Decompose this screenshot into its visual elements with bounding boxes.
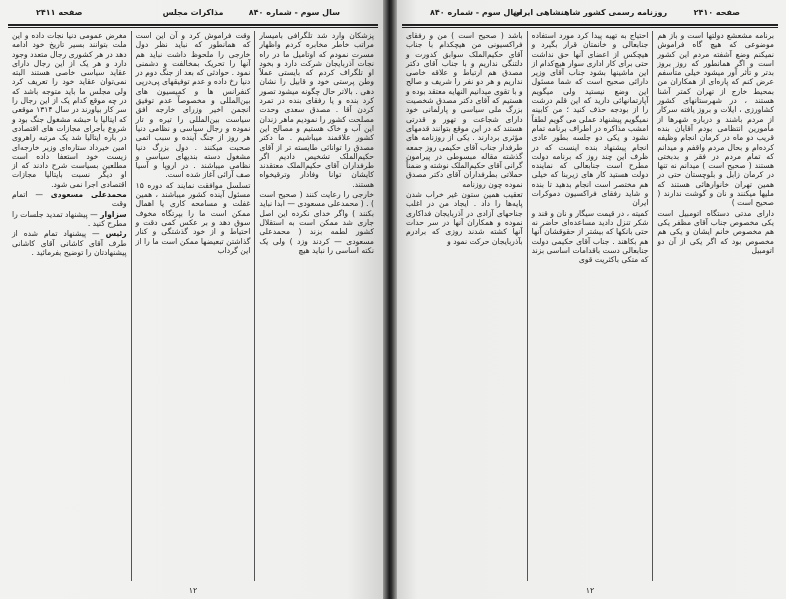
paragraph-text: — پیشنهاد تمدید جلسات را مطرح کنید . bbox=[11, 209, 127, 228]
paragraph-text: تسلسل موافقت نمایند که دوره ۱۵ مسئول آینده کشور میباشند ، همین غفلت و مسامحه کاری یا اهمال ممکن است ما را بپرتگاه مخوف سوق دهد و بر عکس کمی دقت و احتیاط و از خود گذشتگی و کنار گذاشتن تبعیضها ممکن است ما را از این گرداب bbox=[135, 180, 251, 255]
paragraph-text: احتیاج به تهیه پیدا کرد مورد استفاده جنابعالی و خانمتان قرار بگیرد و هیچکس از اعضای آنها حق نداشت حتی برای کار اداری سوار هیچ‌کدام از این ماشینها بشود جناب آقای وزیر دارائی صحیح است که شما مسئول این وضع نیستید ولی میگویم آپارتمانهائی دارید که این قلم درشت را از بودجه حذف کنید ؛ من کابینه نمیگویم پیشنهاد عملی می گویم لطفاً امشب مذاکره در اطراف برنامه تمام نشود و یکی دو جلسه بطور عادی انجام پیشنهاد بنده اینست که در ظرف این چند روز که برنامه دولت مطرح است جنابعالی که نماینده دولت هستید کار های زیربنا که خیلی هم مختصر است انجام بدهید تا بنده و شاید رفقای فراکسیون دموکرات ایران bbox=[531, 31, 649, 208]
page-number: صفحه ۲۴۱۰ bbox=[693, 8, 740, 17]
text-columns bbox=[402, 31, 778, 581]
text-column bbox=[8, 31, 131, 581]
paragraph-text: — اتمام وقت bbox=[11, 190, 127, 209]
text-column bbox=[652, 31, 778, 581]
paragraph-text: برنامه مشعشع دولتها است و باز هم موضوعی که هیچ گاه فراموش نمیکنم وضع آشفته مردم این کشور است و اگر همانطور که روز بروز بدتر و تأثر آور میشود خیلی متأسفم عرض کنم که پاره‌ای از همکاران من بمحیط خارج از تهران کمتر آشنا هستند ، در شهرستانهای کشور کشاورزی ، ایلات و بروز یافته سرکار از مردم باشند و درباره شهرها از مأمورین انتظامی بودم آقایان بنده قریب دو ماه در کرمان انجام وظیفه کرده‌ام و بحال مردم واقفم و میدانم که تمام مردم در فقر و بدبختی هستند ( صحیح است ) میدانم نه تنها در کرمان زابل و بلوچستان حتی در همین تهران خانوارهائی هستند که ملیها میکنند و نان و گوشت ندارند ( صحیح است ) bbox=[657, 31, 774, 208]
folio-number: ۱۲ bbox=[585, 586, 595, 595]
paragraph bbox=[259, 31, 374, 189]
page-number: صفحه ۲۴۱۱ bbox=[36, 8, 83, 17]
paragraph bbox=[532, 31, 649, 208]
paragraph-text: دارای مدتی دستگاه اتومبیل است یکی مخصوص جناب آقای مظفر یکی هم مخصوص خانم ایشان و یکی هم مخصوص بود که اگر یکی از آن دو اتومبیل bbox=[657, 208, 774, 255]
page-header bbox=[6, 6, 380, 20]
paragraph bbox=[12, 229, 127, 257]
paragraph-text: کمیته ، در قیمت سیگار و نان و قند و شکر تنزل دادید مساعده‌ای حاضر نه حتی بانکها که بیشتر از حقوقشان آنها هم بکاهند . جناب آقای حکیمی دولت جنابعالی دست باقدامات اساسی بزند که متکی باکثریت قوی bbox=[531, 208, 649, 265]
issue-number: سال سوم - شماره ۸۴۰ bbox=[248, 8, 340, 17]
text-column bbox=[527, 31, 653, 581]
paragraph bbox=[532, 209, 649, 265]
paragraph-text: خارجی را رعایت کنند ( صحیح است ) . ( محمدعلی مسعودی — ابدا نباید بکنند ) واگر خدای نکرده این اصل جاری شد ممکن است به استقلال کشور لطمه بزند ( محمدعلی مسعودی — کردند وزد ) ولی یک نکته اساسی را نباید هیچ bbox=[259, 190, 374, 255]
text-column bbox=[254, 31, 378, 581]
paragraph bbox=[259, 190, 374, 255]
paragraph bbox=[657, 209, 774, 255]
right-page bbox=[394, 0, 786, 599]
paragraph bbox=[12, 190, 127, 209]
paragraph-text: — پیشنهاد تمام شده از طرف آقای کاشانی آقای کاشانی پیشنهادتان را توضیح بفرمائید . bbox=[11, 229, 127, 257]
speaker-name: محمدعلی مسعودی bbox=[50, 190, 127, 200]
paragraph bbox=[12, 210, 127, 229]
newspaper-title: روزنامه رسمی کشور شاهنشاهی ایران bbox=[512, 8, 668, 17]
issue-number: سال سوم - شماره ۸۴۰ bbox=[430, 8, 522, 17]
paragraph bbox=[406, 190, 523, 246]
left-page bbox=[0, 0, 386, 599]
text-columns bbox=[8, 31, 378, 581]
paragraph-text: وقت فراموش کرد و آن این است که همانطور که نباید نظر دول خارجی را ملحوظ داشت نباید هم آنها را تحریک بمخالفت و دشمنی نمود . حوادثی که بعد از جنگ دوم در دنیا رخ داده و عدم توفیقهای پی‌درپی کنفرانس ها و کمیسیون های بین‌المللی و مخصوصاً عدم توفیق انجمن اخیر وزرای خارجه افق سیاست بین‌المللی را تیره و تار نموده و رجال سیاسی و نظامی دنیا هر روز از جنگ آینده و سبب اتمی صحبت میکنند . دول بزرگ دنیا مشغول دسته بندیهای سیاسی و نظامی میباشند . در اروپا و آسیا صف آرائی آغاز شده است. bbox=[135, 31, 251, 180]
paragraph bbox=[136, 31, 251, 180]
header-rule bbox=[402, 24, 778, 28]
paragraph bbox=[12, 31, 127, 189]
header-rule bbox=[8, 24, 378, 28]
paragraph bbox=[657, 31, 774, 208]
text-column bbox=[402, 31, 527, 581]
paragraph-text: پزشکان وارد شد تلگرافی بامیسار مراتب خاطر مخابره کردم واظهار مسرت نمودم که اوتامیل ما در راه نجات آذربایجان شرکت دارد و بخود او تلگراف کردم که بایستی عملاً وطن پرستی خود و قابیل را نشان دهی . بالاتر حال چگونه میشود تصور کرد بنده و یا رفقای بنده در تمرد کردن آقا . مصدق سعدی وحدت مصلحت کشور را نمودیم ماهر زندان این آب و خاک هستیم و مصالح این کشور علاقمند میباشیم . ما دکتر مصدق را توانائی طایسته تر از آقای حکیم‌الملک تشخیص دادیم اگر طرفداران آقای حکیم‌الملک معتقدند کایشان توانا وفادار وترقیخواه هستند. bbox=[259, 31, 374, 189]
folio-number: ۱۲ bbox=[188, 586, 198, 595]
page-header bbox=[400, 6, 780, 20]
paragraph-text: باشد ( صحیح است ) من و رفقای فراکسیونی من هیچکدام با جناب آقای حکیم‌الملک سوابق کدورت و دلتنگی نداریم و با جناب آقای دکتر مصدق هم ارتباط و علاقه خاصی نداریم و هر دو نفر را شریف و صالح و با تقوی میدانیم النهایه معتقد بوده و هستیم که آقای دکتر مصدق شخصیت بزرگ ملی سیاسی و پارلمانی خود دارای شجاعت و تهور و قدرتی هستند که در این موقع بتوانند قدمهای مؤثری بردارند . یکی از روزنامه های طرفدار جناب آقای حکیمی روز جمعه گذشته مقاله مبسوطی در پیرامون گرانی آقای حکیم‌الملک نوشته و ضمناً حملاتی بطرفداران آقای دکتر مصدق نموده چون روزنامه bbox=[405, 31, 523, 189]
speaker-name: سزاوار bbox=[100, 209, 127, 219]
paragraph-text: تعقیب همین ستون غیر خراب شدن پایه‌ها را داد . ایجاد من در اغلب جناحهای آزادی در آذربایجان فداکاری نموده و همکاران آنها در سر حدات آنها کشته شدند روزی که برادرم بآذربایجان حرکت نمود و bbox=[405, 190, 523, 246]
speaker-name: رئیس bbox=[105, 229, 127, 239]
text-column bbox=[131, 31, 255, 581]
paragraph-text: مغرض عمومی دنیا نجات داده و این ملت بتوانند بسیر تاریخ خود ادامه دهد در هر کشوری رجال متعدد وجود دارد و هر یک از این رجال دارای عقاید سیاسی خاصی هستند البته نمی‌توان عقاید خود را تعریف کرد ولی مجلس ما باید متوجه باشد که در چه موقع کدام یک از این رجال را سر کار بیاورند در سال ۱۳۱۴ موقعی که ایتالیا با حبشه مشغول جنگ بود و شروع بأجرای مجازات های اقتصادی در باره ایتالیا شد یک مرتبه راهروی امین خیرداد ستاره‌ای وزیر خارجه‌ای زیست خود استعفا داده است مطلعین بسیاست شرح دادند که از او دیگر نسبت بایتالیا مجازات اقتصادی اجرا نمی شود. bbox=[11, 31, 127, 189]
paragraph bbox=[406, 31, 523, 189]
book-spine-shadow bbox=[383, 0, 397, 599]
section-title: مذاکرات مجلس bbox=[162, 8, 224, 17]
paragraph bbox=[136, 181, 251, 255]
